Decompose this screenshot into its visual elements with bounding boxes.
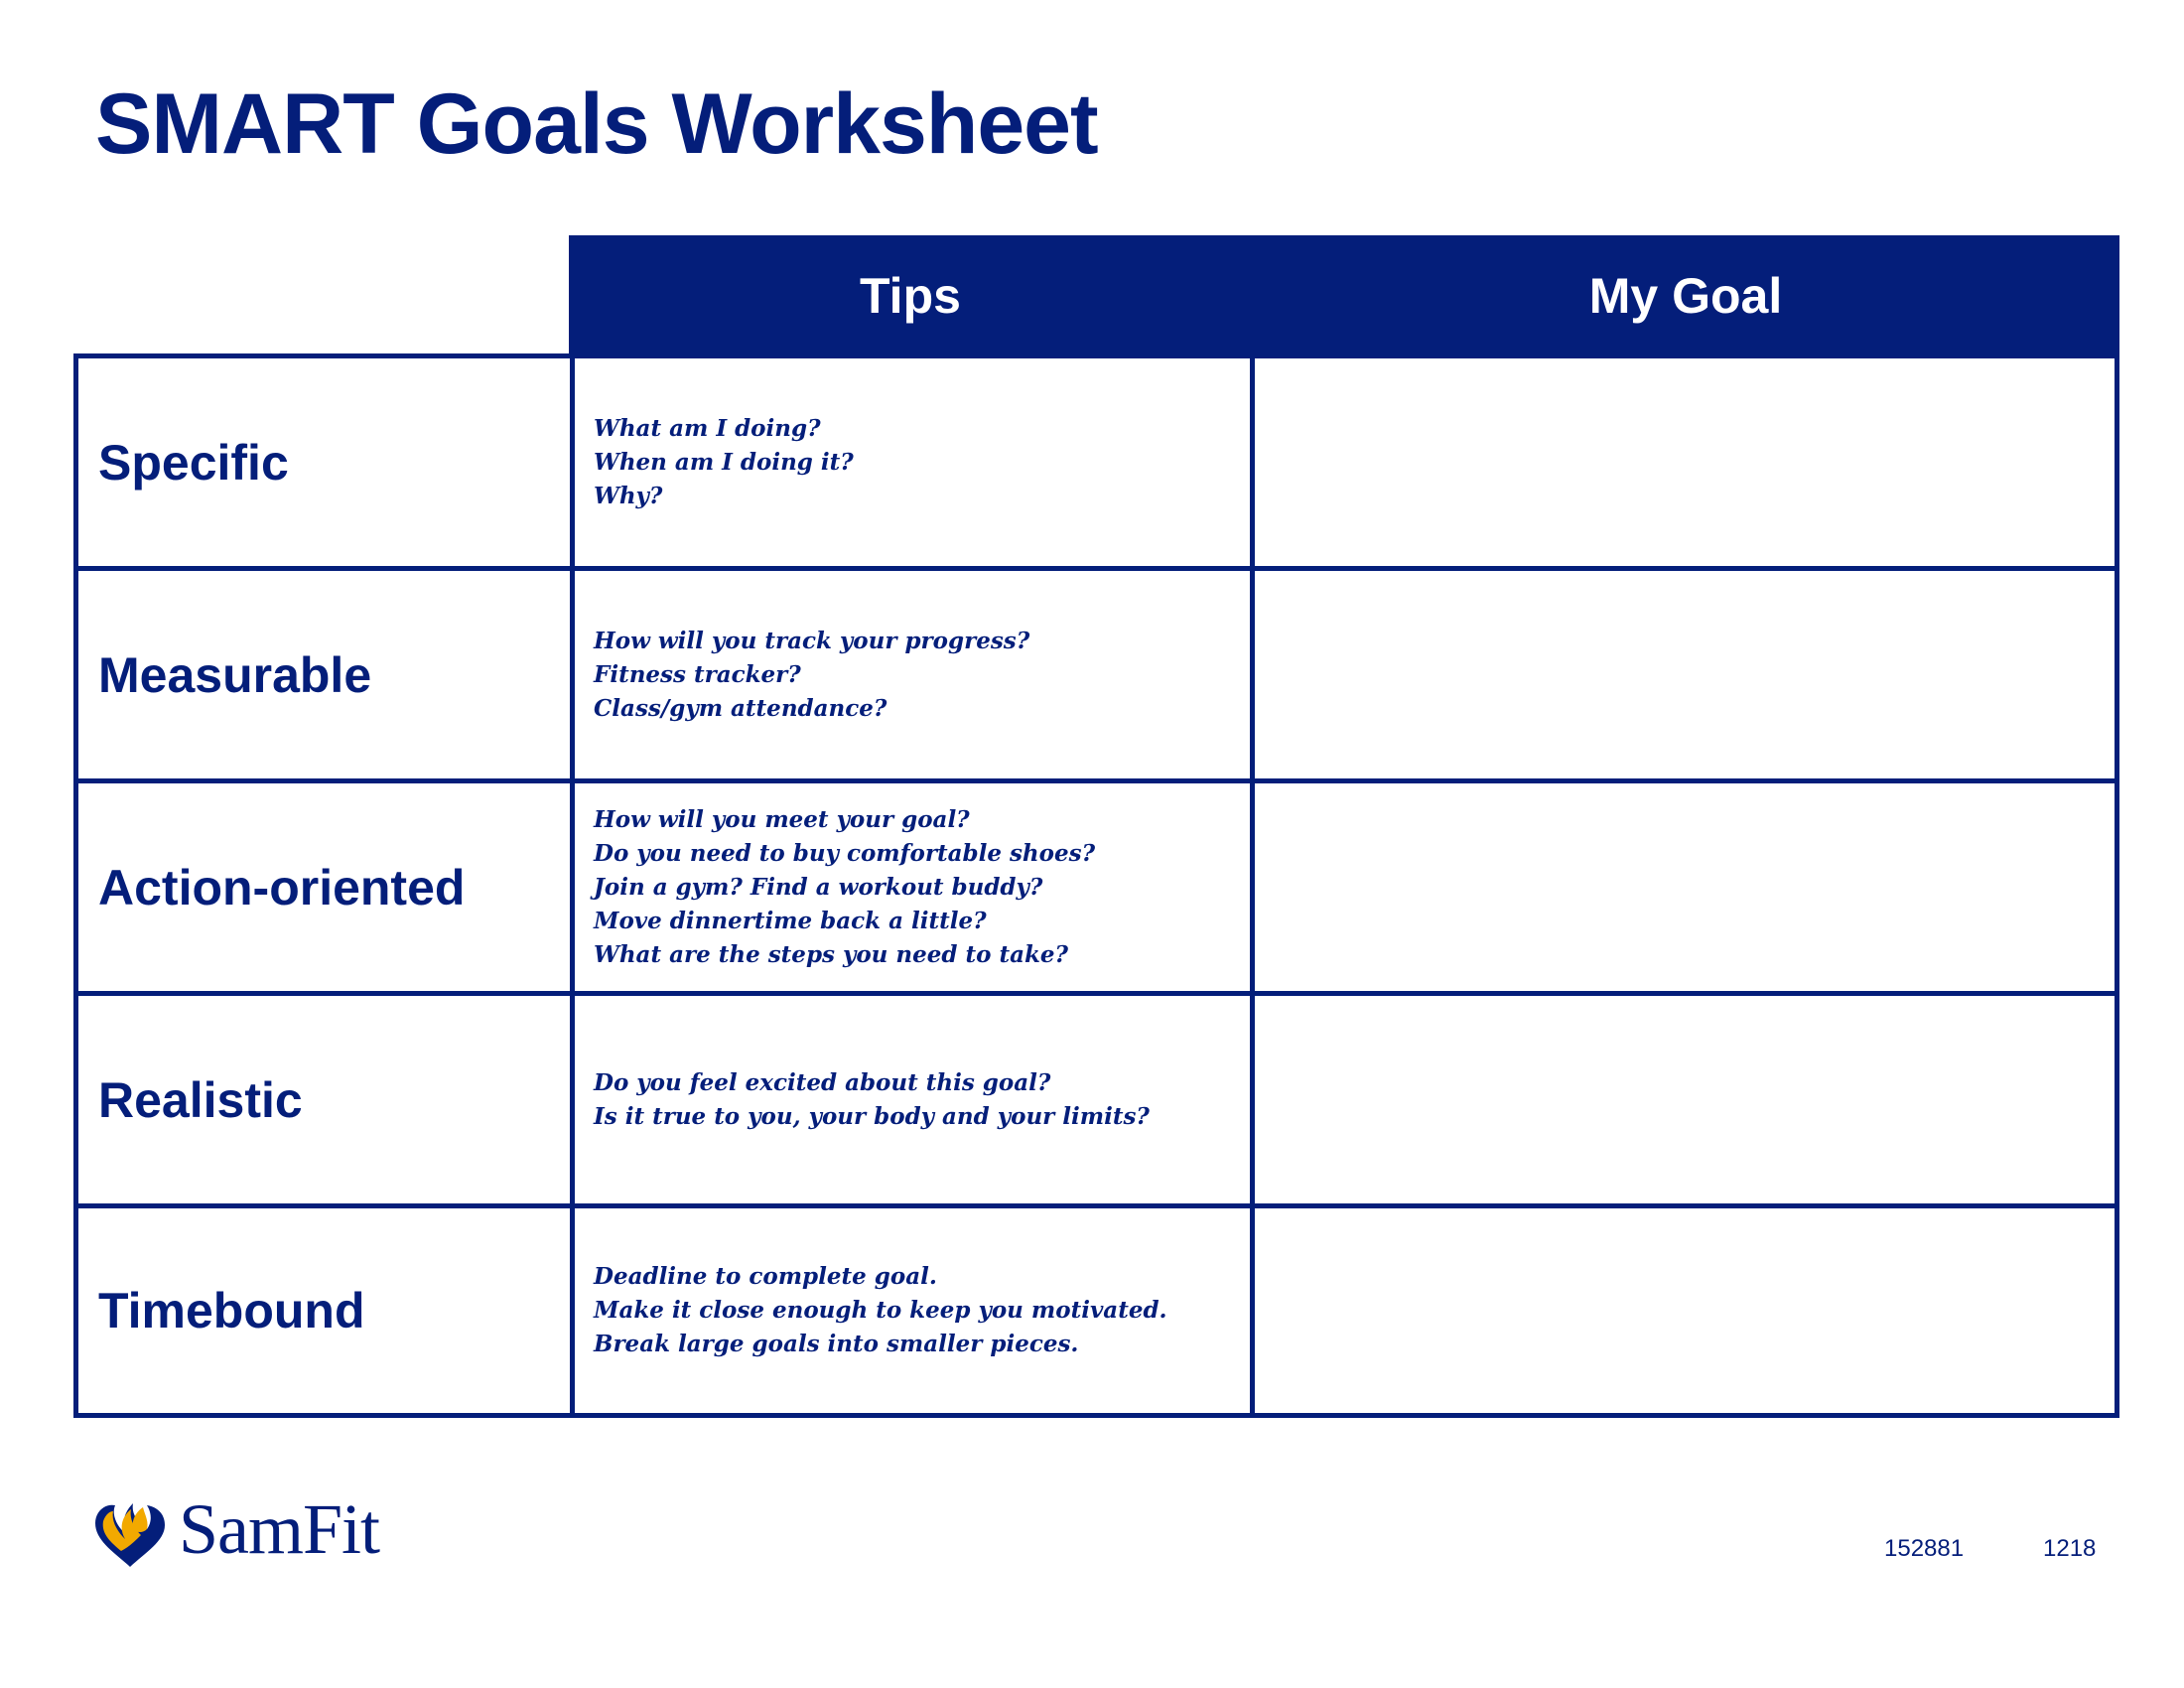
revision-code: 1218 [2043, 1535, 2097, 1562]
row-label-action-oriented: Action-oriented [73, 778, 575, 996]
column-header-tips: Tips [860, 267, 961, 324]
goal-cell-realistic[interactable] [1250, 991, 2119, 1208]
smart-goals-table [73, 353, 2119, 1418]
column-header-my-goal: My Goal [1588, 267, 1783, 324]
tips-cell-specific [570, 353, 1255, 571]
goal-cell-measurable[interactable] [1250, 566, 2119, 783]
tip-line: When am I doing it? [594, 448, 854, 476]
row-label-measurable: Measurable [73, 566, 575, 783]
tip-line: Move dinnertime back a little? [594, 907, 987, 934]
tip-line: Why? [594, 482, 663, 509]
tip-line: Make it close enough to keep you motivated. [594, 1297, 1167, 1324]
tip-line: Do you feel excited about this goal? [594, 1068, 1051, 1096]
tip-line: How will you track your progress? [594, 627, 1030, 654]
row-label-specific: Specific [73, 353, 575, 571]
tips-cell-measurable [570, 566, 1255, 783]
tip-line: Class/gym attendance? [594, 694, 887, 722]
logo-text: SamFit [179, 1489, 380, 1569]
tip-line: Deadline to complete goal. [594, 1263, 937, 1290]
page-title: SMART Goals Worksheet [95, 76, 1098, 172]
tip-line: What am I doing? [594, 414, 821, 442]
table-header [569, 235, 2119, 355]
goal-cell-action-oriented[interactable] [1250, 778, 2119, 996]
tips-cell-action-oriented [570, 778, 1255, 996]
tip-line: Join a gym? Find a workout buddy? [594, 873, 1043, 901]
goal-cell-specific[interactable] [1250, 353, 2119, 571]
tips-cell-realistic [570, 991, 1255, 1208]
tip-line: Do you need to buy comfortable shoes? [594, 839, 1096, 867]
tip-line: How will you meet your goal? [594, 805, 970, 833]
goal-cell-timebound[interactable] [1250, 1203, 2119, 1418]
tips-cell-timebound [570, 1203, 1255, 1418]
row-label-timebound: Timebound [73, 1203, 575, 1418]
tip-line: Is it true to you, your body and your limits? [594, 1102, 1150, 1130]
form-number: 152881 [1884, 1535, 1965, 1562]
heart-flame-icon [91, 1489, 169, 1569]
tip-line: Break large goals into smaller pieces. [594, 1331, 1079, 1357]
tip-line: What are the steps you need to take? [594, 940, 1069, 968]
tip-line: Fitness tracker? [594, 660, 801, 688]
samfit-logo [91, 1489, 379, 1569]
row-label-realistic: Realistic [73, 991, 575, 1208]
